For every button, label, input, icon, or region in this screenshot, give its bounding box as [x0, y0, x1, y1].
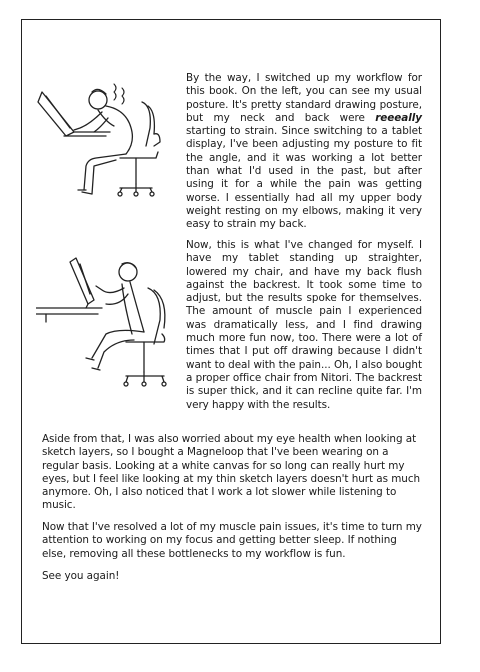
paragraph-eye-health: Aside from that, I was also worried about my eye health when looking at sketch layers, so I bought a Magneloop that I've been wearing on a regular basis. Looking at a white canvas for so long can really hurt my eyes, but I feel like looking at my thin sketch layers doesn't hurt as much anymore. Oh, I also noticed that I work a lot slower while listening to music. [42, 433, 421, 512]
paragraph-text: starting to strain. Since switching to a tablet display, I've been adjusting my posture to fit the angle, and it was working a lot better than what I'd used in the past, but after using it for a while the pain was getting worse. I essentially had all my upper body weight resting on my elbows, making it very easy to strain my back. [186, 125, 422, 231]
paragraph-new-posture: Now, this is what I've changed for myself. I have my tablet standing up straighter, lowered my chair, and have my back flush against the backrest. It took some time to adjust, but the results spoke for themselves. The amount of muscle pain I experienced was dramatically less, and I find drawing much more fun now, too. There were a lot of times that I put off drawing because I didn't want to deal with the pain... Oh, I also bought a proper office chair from Nitori. The backrest is super thick, and it can recline quite far. I'm very happy with the results. [186, 239, 422, 411]
paragraph-focus-sleep: Now that I've resolved a lot of my muscle pain issues, it's time to turn my attention to working on my focus and getting better sleep. If nothing else, removing all these bottlenecks to my workflow is fun. [42, 521, 422, 560]
paragraph-signoff: See you again! [42, 570, 120, 582]
hunched-drawing-posture-icon [36, 62, 186, 212]
paragraph-text: By the way, I switched up my workflow for this book. On the left, you can see my usual posture. It's pretty standard drawing posture, but my neck and back were [186, 72, 422, 124]
upright-drawing-posture-icon [36, 248, 186, 408]
emphasis-text: reeeally [375, 111, 422, 124]
paragraph-workflow-intro [186, 72, 422, 232]
